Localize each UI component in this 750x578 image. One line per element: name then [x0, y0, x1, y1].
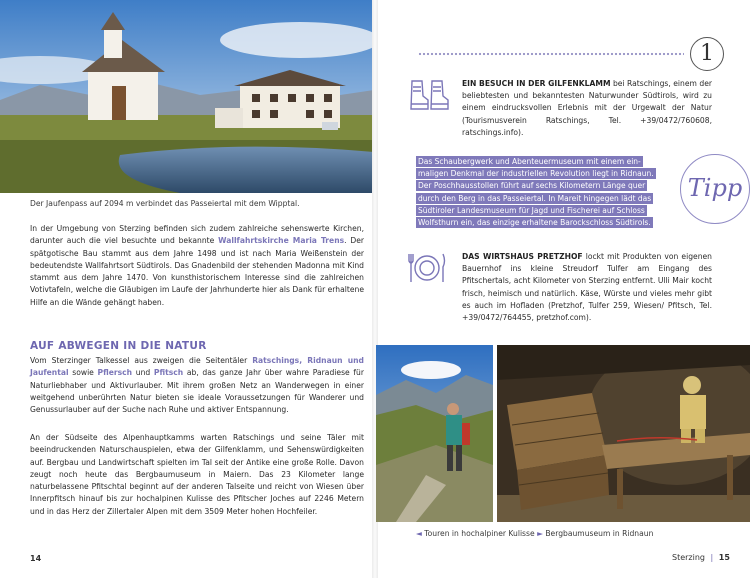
intro-text-2: . Der spätgotische Bau stammt aus dem Jahre 1498 und ist nach Maria Weißenstein der bedeutendste Wallfahrtsort Südtirols. Das Gnadenbild der stehenden Madonna mit Kind stammt aus dem Jahre 1470. Von kunsthistorischem Interesse sind die zahlreichen Votivtafeln, welche die Gläubigen im Laufe der Jahrhunderte hier als Dank für erhaltene Hilfe an die Wände gehängt haben. [30, 236, 364, 307]
maria-trens-link: Wallfahrtskirche Maria Trens [218, 236, 345, 246]
pflersch-highlight: Pflersch [97, 368, 133, 378]
pfitsch-highlight: Pfitsch [153, 368, 184, 378]
mine-museum-photo [497, 345, 750, 522]
highlighted-tip-block [416, 156, 716, 229]
running-head [672, 553, 730, 562]
left-page [0, 0, 374, 578]
highlight-line: Der Poschhausstollen führt auf sechs Kilometern Länge quer [418, 181, 646, 191]
intro-text-1: In der Umgebung von Sterzing befinden sich zudem zahlreiche sehenswerte Kirchen, darunter auch die viel besuchte und bekannte [30, 224, 364, 246]
section-heading: AUF ABWEGEN IN DIE NATUR [30, 340, 207, 352]
pretzhof-text: lockt mit Produkten von eigenen Bauernhof ins kleine Streudorf Tulfer am Eingang des Pfitschertals, acht Kilometer von Sterzing entfernt. Ulli Mair kocht frisch, heimisch und natürlich. Käse, Würste und vieles mehr gibt es auch im Hofladen (Pretzhof, Tulfer 259, Wiesen/ Pfitsch, Tel. +39/0472/764455, pretzhof.com). [462, 252, 712, 323]
highlight-line: Südtiroler Landesmuseum für Jagd und Fischerei auf Schloss [418, 205, 645, 215]
valleys-paragraph [30, 355, 364, 416]
highlight-line: durch den Berg in das Passeiertal. In Mareit hingegen lädt das [418, 193, 652, 203]
plate-cutlery-icon [406, 251, 448, 285]
hiker-photo [376, 345, 493, 522]
highlight-line: Das Schaubergwerk und Abenteuermuseum mit einem ein- [418, 157, 641, 166]
gilfenklamm-tip [462, 78, 712, 139]
ratschings-highlight: Ratschings, Ridnaun und Jaufental [30, 356, 364, 378]
intro-paragraph [30, 223, 364, 309]
photo-captions [416, 529, 716, 539]
caption-left: Touren in hochalpiner Kulisse [424, 529, 535, 538]
gilfenklamm-title: EIN BESUCH IN DER GILFENKLAMM [462, 79, 611, 88]
running-head-title: Sterzing [672, 553, 705, 562]
gilfenklamm-text: bei Ratschings, einem der beliebtesten und bekanntesten Naturwunder Südtirols, wird zu einem eindrucksvollen Erlebnis mit der Urgewalt der Natur (Tourismusverein Ratschings, Tel. +39/0472/760608, ratschings.info). [462, 79, 712, 137]
tipp-badge: Tipp [680, 154, 750, 224]
caption-right: Bergbaumuseum in Ridnaun [545, 529, 654, 538]
photo-caption: Der Jaufenpass auf 2094 m verbindet das Passeiertal mit dem Wipptal. [30, 199, 300, 208]
para2-text-4: ab, das ganze Jahr über wahre Paradiese für Naturliebhaber und Aktivurlauber. Mit ihrem großen Netz an Wanderwegen in einer weitgehend unberührten Natur bieten sie ideale Voraussetzungen für Wanderer und Genussurlauber auf der Suche nach Ruhe und aktiver Entspannung. [30, 368, 364, 415]
running-head-separator: | [710, 553, 714, 562]
dotted-rule [418, 52, 684, 56]
pretzhof-tip [462, 251, 712, 324]
hiking-boots-icon [408, 78, 450, 112]
highlight-line: Wolfsthurn ein, das einzige erhaltene Barockschloss Südtirols. [418, 218, 651, 228]
page-number-right: 15 [718, 553, 730, 562]
pretzhof-title: DAS WIRTSHAUS PRETZHOF [462, 252, 583, 261]
para2-text-3: und [132, 368, 154, 378]
highlight-line: maligen Denkmal der industriellen Revolution liegt in Ridnaun. [418, 169, 654, 179]
jaufenpass-photo [0, 0, 374, 193]
page-number-left: 14 [30, 554, 42, 563]
right-page [376, 0, 750, 578]
ratschings-paragraph: An der Südseite des Alpenhauptkamms warten Ratschings und seine Täler mit beeindruckenden Naturschauspielen, etwa der Gilfenklamm, und Sehenswürdigkeiten auf. Bergbau und Landwirtschaft spielten im Tal seit der Antike eine große Rolle. Davon zeugt noch heute das Bergbaumuseum in Maiern. Das 23 Kilometer lange naturbelassene Pfitschtal beginnt auf der anderen Talseite und reicht von Wiesen über Innerpfitsch hinauf bis zur hochalpinen Kulisse des Pfitscher Joches auf 2246 Metern und in das Herz der Zillertaler Alpen mit dem 3509 Meter hohen Hochfeiler. [30, 433, 364, 516]
left-arrow-icon: ◄ [416, 529, 422, 538]
para2-text-2: sowie [68, 368, 98, 378]
right-arrow-icon: ► [537, 529, 543, 538]
tip-number-circle: 1 [690, 37, 724, 71]
para2-text-1: Vom Sterzinger Talkessel aus zweigen die Seitentäler [30, 356, 253, 365]
